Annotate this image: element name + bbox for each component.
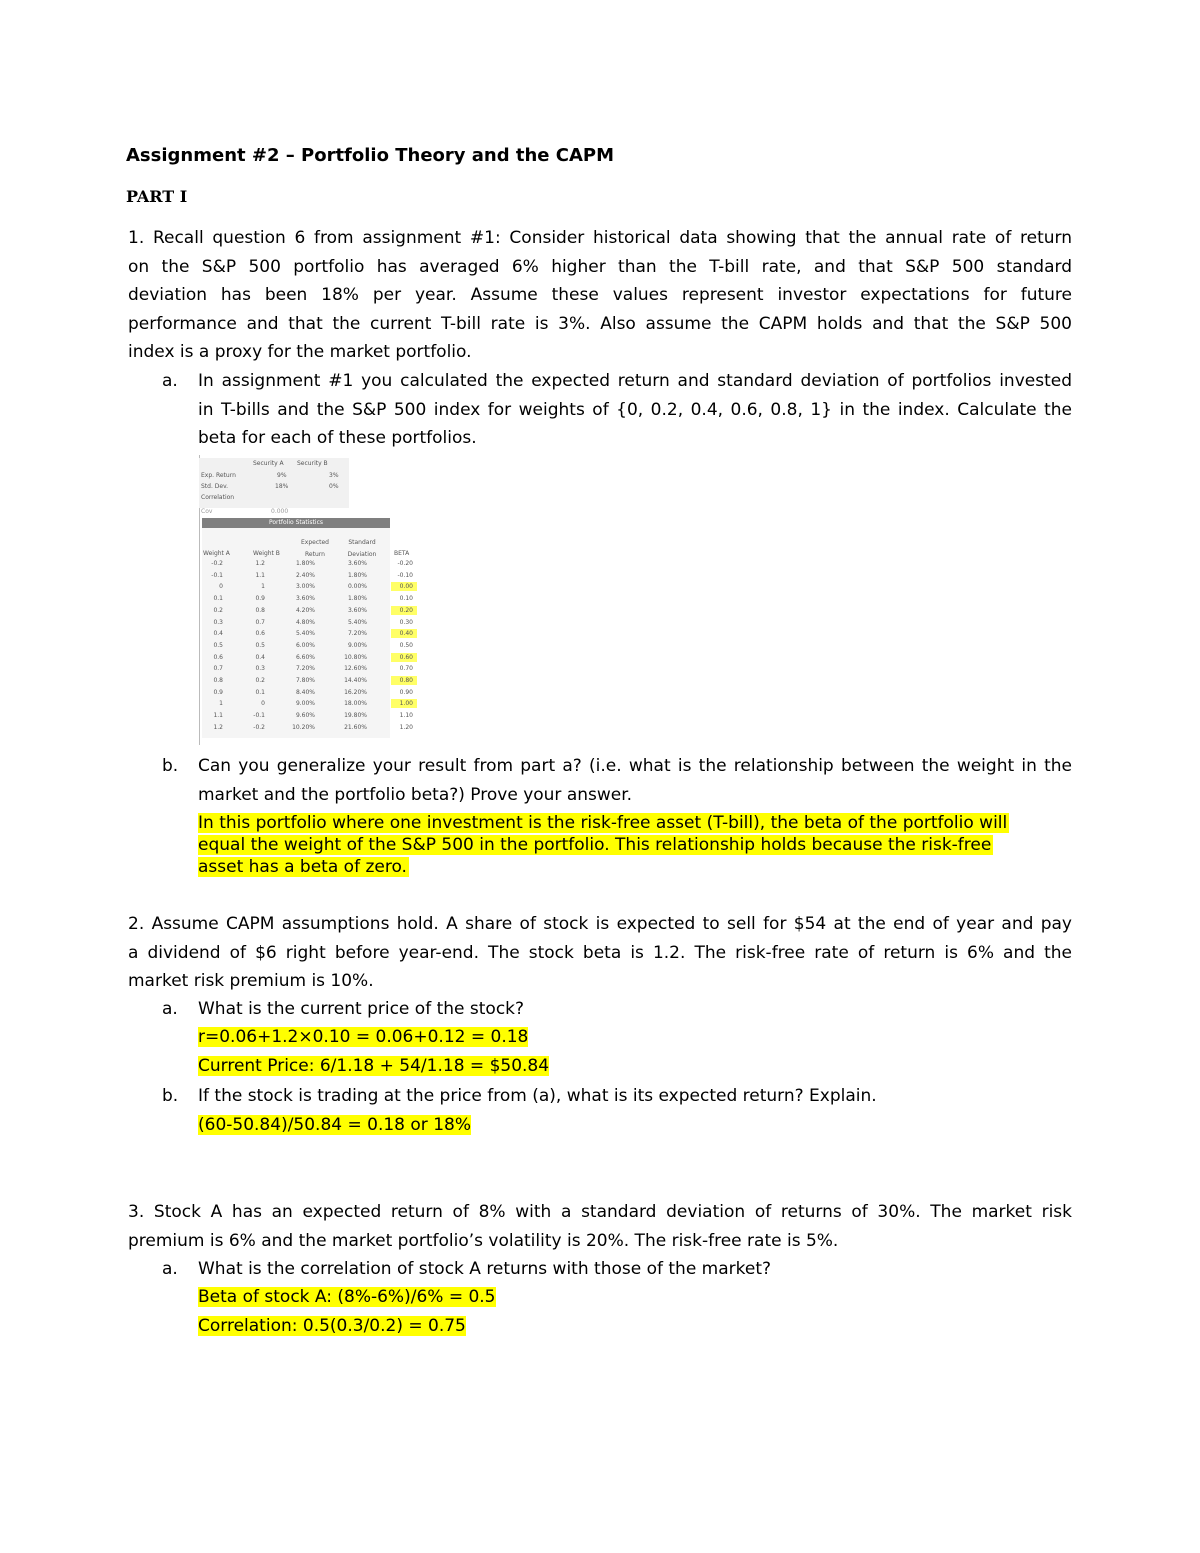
sheet-cell: 0.9 [255, 595, 265, 603]
sheet-cell: 1 [261, 583, 265, 591]
q3-a-answer-1: Beta of stock A: (8%-6%)/6% = 0.5 [198, 1287, 496, 1307]
sheet-cell: 1.2 [213, 723, 223, 731]
q3-number: 3. [128, 1202, 145, 1222]
q2-line-1: 2. Assume CAPM assumptions hold. A share of stock is expected to sell for $54 at the end of year and pay [128, 914, 1072, 934]
q2-a-label: a. [162, 999, 178, 1019]
sheet-cell: 7.20% [295, 665, 315, 673]
q1-line-2: on the S&P 500 portfolio has averaged 6% higher than the T-bill rate, and that S&P 500 standard [128, 256, 1072, 277]
sheet-cell: 0.7 [213, 665, 223, 673]
sheet-cell: 3.60% [347, 606, 367, 614]
sheet-cell: 0.4 [213, 630, 223, 638]
q2-part-a [162, 995, 1072, 1024]
q1-line-1: 1. Recall question 6 from assignment #1: Consider historical data showing that the annual rate of return [128, 228, 1073, 248]
sheet-cell: 0.6 [213, 653, 223, 661]
sheet-beta-cell: -0.10 [397, 571, 413, 579]
q2-a-answer-2: Current Price: 6/1.18 + 54/1.18 = $50.84 [198, 1056, 550, 1076]
sheet-cell: -0.2 [211, 560, 223, 567]
sheet-cell: 21.60% [344, 723, 367, 731]
sheet-value: 0% [329, 483, 339, 490]
sheet-cell: 12.60% [344, 665, 367, 673]
sheet-cell: 1.2 [255, 560, 265, 567]
sheet-beta-cell: -0.20 [397, 560, 413, 567]
sheet-beta-cell: 0.90 [399, 688, 413, 696]
sheet-cell: -0.2 [253, 723, 265, 731]
q3-part-a [162, 1255, 1072, 1284]
sheet-cell: 6.00% [295, 641, 315, 649]
sheet-label: Correlation [201, 494, 235, 501]
sheet-header: Weight A [203, 550, 230, 557]
sheet-value: 18% [275, 483, 289, 490]
sheet-cell: 8.40% [295, 688, 315, 696]
sheet-beta-cell: 0.70 [399, 665, 413, 673]
sheet-beta-cell: 0.50 [399, 641, 413, 649]
sheet-cell: 0.3 [213, 618, 223, 626]
q3-a-answer-2: Correlation: 0.5(0.3/0.2) = 0.75 [198, 1316, 466, 1336]
q3-line-1: 3. Stock A has an expected return of 8% with a standard deviation of returns of 30%. The market risk [128, 1202, 1072, 1222]
q1-line-4: performance and that the current T-bill rate is 3%. Also assume the CAPM holds and that the S&P 500 [128, 313, 1072, 334]
sheet-value: 3% [329, 472, 339, 479]
q1-number: 1. [128, 228, 145, 248]
q1-a-label: a. [162, 371, 178, 391]
sheet-beta-cell: 1.20 [399, 723, 413, 731]
q1-b-answer-line-2: equal the weight of the S&P 500 in the portfolio. This relationship holds because the risk-free [198, 835, 992, 855]
sheet-beta-cell: 0.80 [399, 677, 413, 684]
sheet-cell: 3.60% [347, 560, 367, 567]
q1-a-line-1: In assignment #1 you calculated the expected return and standard deviation of portfolios invested [198, 371, 1072, 391]
sheet-beta-cell: 0.10 [399, 595, 413, 603]
sheet-cell: 0.8 [213, 677, 223, 684]
sheet-cell: 0.6 [255, 630, 265, 638]
sheet-cell: 0.2 [213, 606, 223, 614]
sheet-beta-cell: 0.60 [399, 653, 413, 661]
sheet-cell: 9.00% [347, 641, 367, 649]
sheet-cell: 5.40% [295, 630, 315, 638]
sheet-cell: 0.3 [255, 665, 265, 673]
sheet-cell: 1.1 [213, 712, 223, 720]
q3-a-label: a. [162, 1259, 178, 1279]
sheet-label: Exp. Return [201, 472, 236, 479]
sheet-cell: 0.8 [255, 606, 265, 614]
sheet-cell: 5.40% [347, 618, 367, 626]
sheet-cell: 0.4 [255, 653, 265, 661]
sheet-cell: 0.1 [213, 595, 223, 603]
q3-line-2: premium is 6% and the market portfolio’s volatility is 20%. The risk-free rate is 5%. [128, 1230, 839, 1251]
q1-b-answer-line-3: asset has a beta of zero. [198, 857, 407, 877]
sheet-cell: 14.40% [344, 677, 367, 684]
sheet-cell: 4.20% [295, 606, 315, 614]
sheet-header: Expected Return [301, 539, 329, 558]
sheet-cell: 16.20% [344, 688, 367, 696]
sheet-cell: 0.2 [255, 677, 265, 684]
sheet-cell: -0.1 [253, 712, 265, 720]
sheet-cell: 1.80% [347, 595, 367, 603]
sheet-beta-cell: 1.00 [399, 700, 413, 708]
q3-a-text: What is the correlation of stock A returns with those of the market? [198, 1259, 772, 1279]
q1-a-line-3: beta for each of these portfolios. [198, 428, 477, 449]
sheet-cell: 3.60% [295, 595, 315, 603]
sheet-beta-cell: 0.40 [399, 630, 413, 638]
sheet-cell: 9.60% [295, 712, 315, 720]
sheet-cell: 1.80% [347, 571, 367, 579]
sheet-beta-cell: 0.30 [399, 618, 413, 626]
sheet-beta-cell: 1.10 [399, 712, 413, 720]
sheet-label: Cov [201, 508, 213, 515]
sheet-cell: 9.00% [295, 700, 315, 708]
sheet-col-security-a: Security A [253, 460, 284, 467]
question-3 [128, 1198, 1072, 1255]
sheet-label: Std. Dev. [201, 483, 229, 490]
q1-b-label: b. [162, 756, 179, 776]
sheet-cell: 3.00% [295, 583, 315, 591]
q1-b-answer [198, 812, 1042, 878]
q2-b-answer: (60-50.84)/50.84 = 0.18 or 18% [198, 1115, 471, 1135]
sheet-cell: 0.5 [255, 641, 265, 649]
q1-b-line-1: Can you generalize your result from part a? (i.e. what is the relationship between the weight in the [198, 756, 1072, 776]
question-1 [128, 224, 1072, 367]
q1-part-a [162, 367, 1072, 453]
q2-line-3: market risk premium is 10%. [128, 971, 374, 992]
sheet-cell: 0 [261, 700, 265, 708]
sheet-cell: 0.7 [255, 618, 265, 626]
sheet-value: 0.000 [271, 508, 289, 515]
sheet-cell: 18.00% [344, 700, 367, 708]
question-2 [128, 910, 1072, 996]
sheet-beta-cell: 0.20 [399, 606, 413, 614]
q2-a-text: What is the current price of the stock? [198, 999, 525, 1019]
sheet-cell: 0 [219, 583, 223, 591]
sheet-cell: 10.20% [292, 723, 315, 731]
sheet-cell: 7.20% [347, 630, 367, 638]
q2-line-2: a dividend of $6 right before year-end. The stock beta is 1.2. The risk-free rate of return is 6% and the [128, 942, 1072, 963]
sheet-cell: 6.60% [295, 653, 315, 661]
q2-number: 2. [128, 914, 145, 934]
portfolio-spreadsheet [199, 455, 451, 745]
q1-b-line-2: market and the portfolio beta?) Prove your answer. [198, 784, 633, 805]
sheet-cell: 10.80% [344, 653, 367, 661]
sheet-cell: 1.1 [255, 571, 265, 579]
q1-line-5: index is a proxy for the market portfolio. [128, 342, 472, 363]
sheet-value: 9% [277, 472, 287, 479]
q1-line-3: deviation has been 18% per year. Assume these values represent investor expectations for future [128, 285, 1072, 306]
q2-b-label: b. [162, 1086, 179, 1106]
q2-a-answer-1: r=0.06+1.2×0.10 = 0.06+0.12 = 0.18 [198, 1027, 529, 1047]
sheet-cell: 4.80% [295, 618, 315, 626]
sheet-header: Weight B [253, 550, 280, 557]
sheet-cell: -0.1 [211, 571, 223, 579]
q2-b-text: If the stock is trading at the price from (a), what is its expected return? Explain. [198, 1086, 877, 1106]
sheet-cell: 7.80% [295, 677, 315, 684]
part-heading: PART I [126, 187, 188, 206]
sheet-cell: 0.00% [347, 583, 367, 591]
page-title: Assignment #2 – Portfolio Theory and the CAPM [126, 145, 615, 166]
sheet-col-security-b: Security B [297, 460, 328, 467]
sheet-cell: 19.80% [344, 712, 367, 720]
sheet-beta-cell: 0.00 [399, 583, 413, 591]
sheet-cell: 1.80% [295, 560, 315, 567]
sheet-cell: 0.1 [255, 688, 265, 696]
sheet-cell: 0.9 [213, 688, 223, 696]
sheet-cell: 2.40% [295, 571, 315, 579]
q1-b-answer-line-1: In this portfolio where one investment is the risk-free asset (T-bill), the beta of the portfolio will [198, 813, 1008, 833]
sheet-stats-header: Portfolio Statistics [202, 518, 390, 528]
sheet-cell: 0.5 [213, 641, 223, 649]
q2-part-b [162, 1082, 1072, 1111]
q1-part-b [162, 752, 1072, 809]
q1-a-line-2: in T-bills and the S&P 500 index for weights of {0, 0.2, 0.4, 0.6, 0.8, 1} in the index. Calculate the [198, 399, 1072, 420]
sheet-cell: 1 [219, 700, 223, 708]
sheet-header: BETA [394, 550, 410, 557]
sheet-header: Standard Deviation [347, 539, 377, 558]
